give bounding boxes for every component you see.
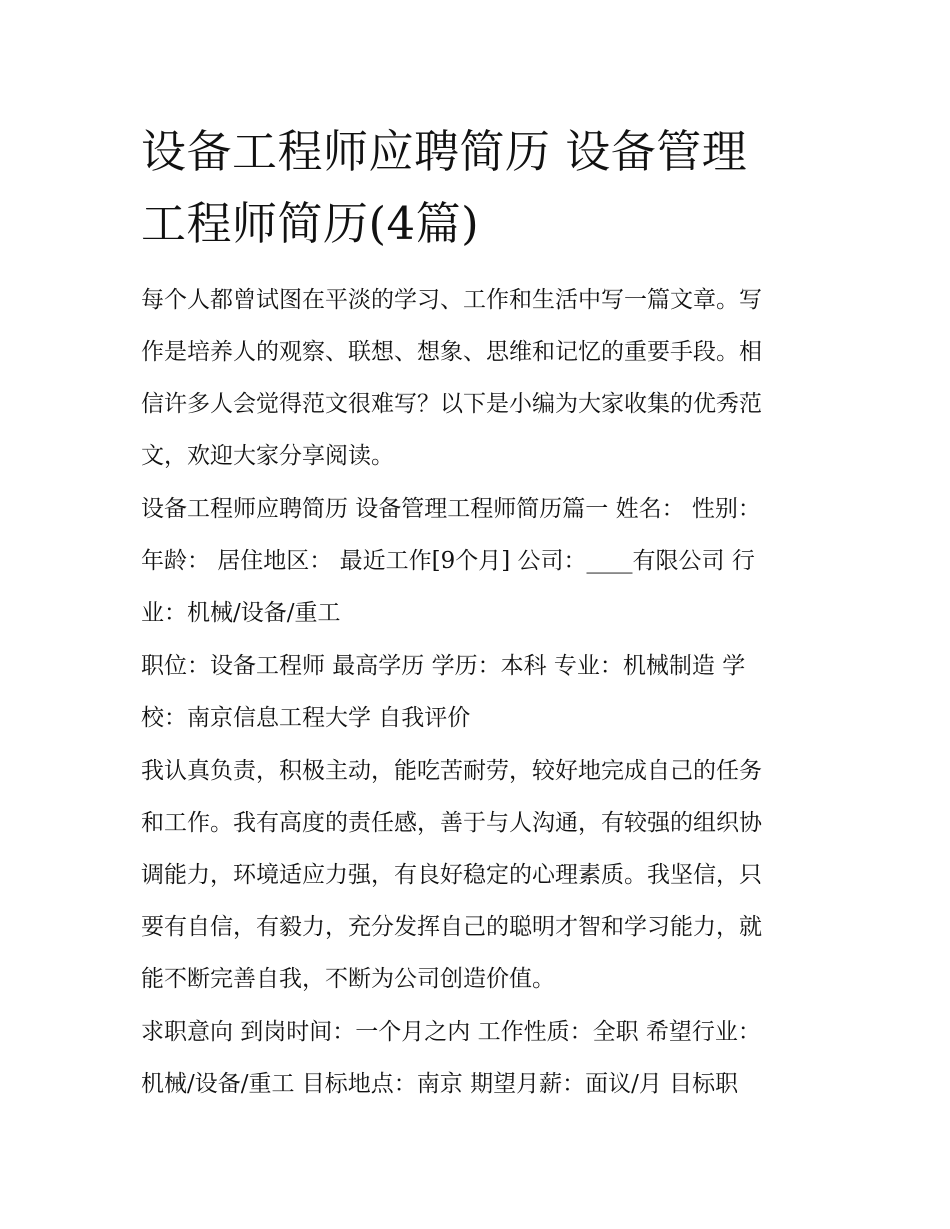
paragraph-line: 我认真负责，积极主动，能吃苦耐劳，较好地完成自己的任务 <box>141 758 762 784</box>
self-evaluation-paragraph <box>141 745 813 1005</box>
paragraph-line: 年龄： 居住地区： 最近工作[9个月] 公司：____有限公司 行 <box>141 548 755 574</box>
personal-info-paragraph <box>141 483 813 639</box>
document-content <box>141 116 813 1111</box>
education-paragraph <box>141 640 813 744</box>
title-line: 设备工程师应聘简历 设备管理 <box>141 125 748 178</box>
paragraph-line: 每个人都曾试图在平淡的学习、工作和生活中写一篇文章。写 <box>141 287 762 313</box>
paragraph-line: 机械/设备/重工 目标地点：南京 期望月薪：面议/月 目标职 <box>141 1071 739 1097</box>
intro-paragraph <box>141 274 813 482</box>
paragraph-line: 要有自信，有毅力，充分发挥自己的聪明才智和学习能力，就 <box>141 914 762 940</box>
paragraph-line: 业：机械/设备/重工 <box>141 600 341 626</box>
paragraph-line: 作是培养人的观察、联想、想象、思维和记忆的重要手段。相 <box>141 339 762 365</box>
paragraph-line: 职位：设备工程师 最高学历 学历：本科 专业：机械制造 学 <box>141 653 746 679</box>
paragraph-line: 调能力，环境适应力强，有良好稳定的心理素质。我坚信，只 <box>141 862 762 888</box>
job-intention-paragraph <box>141 1006 813 1110</box>
paragraph-line: 求职意向 到岗时间：一个月之内 工作性质：全职 希望行业： <box>141 1019 761 1045</box>
paragraph-line: 校：南京信息工程大学 自我评价 <box>141 705 471 731</box>
paragraph-line: 设备工程师应聘简历 设备管理工程师简历篇一 姓名： 性别： <box>141 496 761 522</box>
paragraph-line: 信许多人会觉得范文很难写？以下是小编为大家收集的优秀范 <box>141 391 762 417</box>
title-line: 工程师简历(4篇) <box>141 197 480 250</box>
paragraph-line: 能不断完善自我，不断为公司创造价值。 <box>141 966 555 992</box>
document-title <box>141 116 813 260</box>
paragraph-line: 和工作。我有高度的责任感，善于与人沟通，有较强的组织协 <box>141 810 762 836</box>
paragraph-line: 文，欢迎大家分享阅读。 <box>141 443 394 469</box>
